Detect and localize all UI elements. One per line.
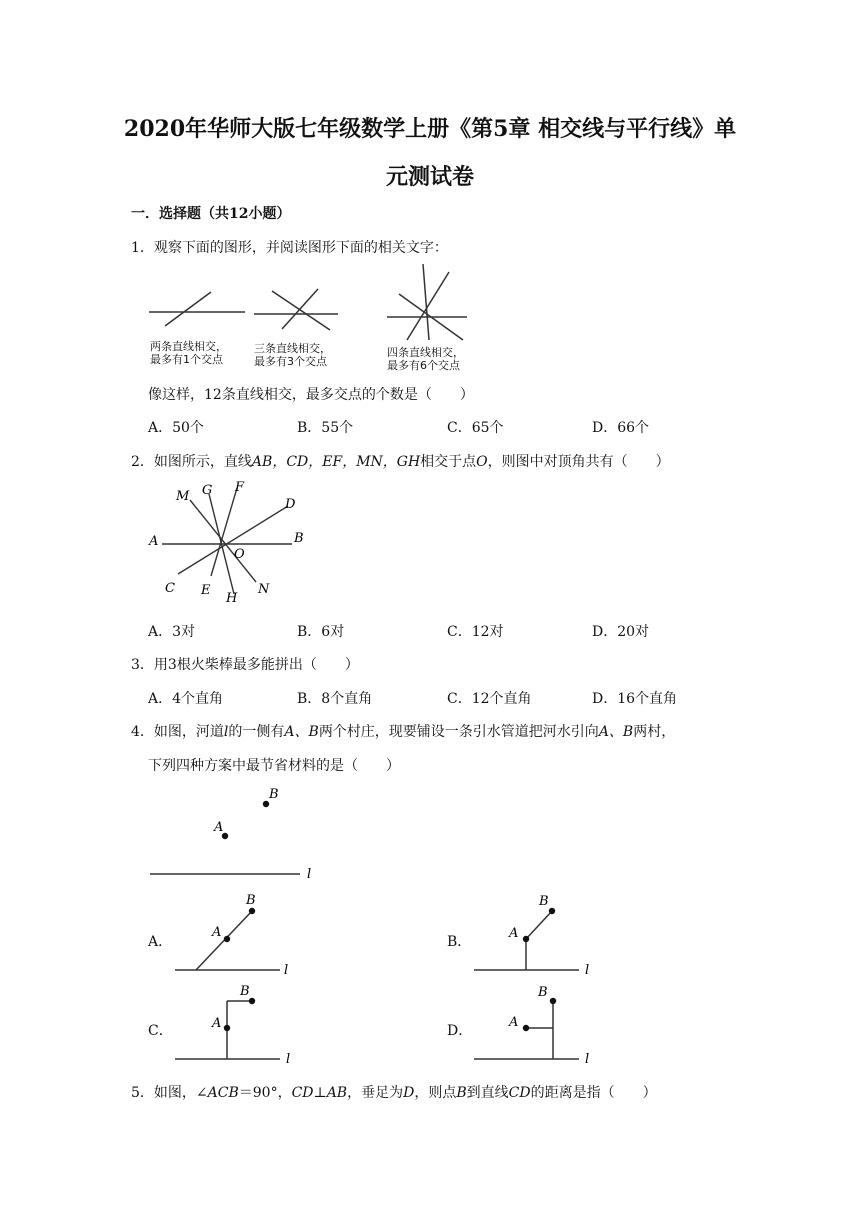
q5-post: 的距离是指（ ） [530,1085,657,1101]
q4-opt-d-label-b: B [538,985,548,1000]
q1-caption-3-line2: 最多有6个交点 [387,359,460,372]
q1-figure-two-lines [147,290,247,330]
q2-label-a: A [149,534,159,549]
q2-label-e: E [201,583,211,598]
q1-caption-1-line1: 两条直线相交， [150,340,227,353]
q4-main-label-l: l [307,867,312,882]
q2-option-c[interactable]: C．12对 [447,624,504,640]
q2-label-m: M [176,489,190,504]
q4-line1-post: 两村， [633,724,676,740]
q1-caption-2-line2: 最多有3个交点 [254,355,327,368]
q5-mid: ，垂足为 [347,1085,404,1101]
q4-opt-d-label-a: A [509,1015,519,1030]
q5-pre: 5．如图， [131,1085,196,1101]
q5-d: D [403,1085,415,1101]
q1-option-b[interactable]: B．55个 [297,420,354,436]
q2-label-f: F [235,480,245,495]
q5-b: B [456,1085,467,1101]
q4-option-b-figure [471,893,601,979]
q4-option-a-figure [172,893,302,979]
q1-caption-2 [254,342,331,368]
q1-caption-3-line1: 四条直线相交， [387,346,464,359]
q4-line1-l: l [223,724,229,740]
q2-label-d: D [285,497,296,512]
q3-option-b[interactable]: B．8个直角 [297,691,373,707]
q5-mid2: ，则点 [414,1085,457,1101]
q2-label-n: N [258,582,270,597]
q2-stem-post: ，则图中对顶角共有（ ） [487,454,670,470]
q4-option-c[interactable]: C． [148,1023,173,1039]
q4-opt-b-label-a: A [509,926,519,941]
q4-line1-ab: A、B [284,724,319,740]
q1-option-c[interactable]: C．65个 [447,420,504,436]
q2-option-b[interactable]: B．6对 [297,624,345,640]
q2-stem-pre: 2．如图所示，直线 [131,454,252,470]
q4-line1-mid2: 两个村庄，现要铺设一条引水管道把河水引向 [318,724,599,740]
section-heading: 一．选择题（共12小题） [131,206,291,222]
q2-option-a[interactable]: A．3对 [148,624,196,640]
q5-eq: ＝90°， [238,1085,292,1101]
q2-stem-mid: 相交于点 [420,454,477,470]
q1-figure-four-lines [385,262,470,342]
q2-stem-vars: AB，CD，EF，MN，GH [251,454,421,470]
q4-option-b[interactable]: B． [447,934,472,950]
q1-option-d[interactable]: D．66个 [592,420,650,436]
q3-option-c[interactable]: C．12个直角 [447,691,532,707]
q3-option-d[interactable]: D．16个直角 [592,691,678,707]
q4-option-d[interactable]: D． [447,1023,473,1039]
q1-figure-three-lines [252,287,342,333]
q2-label-h: H [226,591,238,606]
q1-caption-1-line2: 最多有1个交点 [150,353,223,366]
q4-opt-c-label-b: B [240,984,250,999]
q4-main-label-b: B [269,787,279,802]
q4-option-c-figure [172,983,302,1069]
q4-opt-b-label-l: l [585,963,590,978]
q3-stem: 3．用3根火柴棒最多能拼出（ ） [131,657,359,673]
q2-label-c: C [165,581,175,596]
q4-option-a[interactable]: A． [148,934,173,950]
q5-angle: ∠ACB [195,1085,239,1101]
q4-stem-line2: 下列四种方案中最节省材料的是（ ） [148,758,400,774]
q1-option-a[interactable]: A．50个 [148,420,204,436]
q2-label-o: O [234,547,245,562]
q1-follow: 像这样，12条直线相交，最多交点的个数是（ ） [148,387,474,403]
q1-caption-1 [150,340,227,366]
q4-main-figure [147,784,327,884]
q2-option-d[interactable]: D．20对 [592,624,650,640]
q2-label-b: B [294,531,304,546]
q4-line1-pre: 4．如图，河道 [131,724,224,740]
q4-opt-c-label-l: l [286,1052,291,1067]
q4-main-label-a: A [214,820,224,835]
q4-opt-a-label-l: l [284,963,289,978]
q4-opt-b-label-b: B [539,894,549,909]
q1-caption-3 [387,346,464,372]
page-title-line1: 2020年华师大版七年级数学上册《第5章 相交线与平行线》单 [123,116,737,142]
page-title-line2: 元测试卷 [385,164,474,190]
q5-mid3: 到直线 [466,1085,509,1101]
q4-opt-c-label-a: A [212,1016,222,1031]
q3-option-a[interactable]: A．4个直角 [148,691,224,707]
q5-cd-ab: CD⊥AB [291,1085,348,1101]
q5-cd: CD [508,1085,531,1101]
q1-stem: 1．观察下面的图形，并阅读图形下面的相关文字： [131,240,448,256]
q5-stem [131,1082,657,1102]
q4-line1-ab2: A、B [598,724,634,740]
q4-stem-line1 [131,721,675,741]
q4-opt-a-label-a: A [212,925,222,940]
q2-label-g: G [202,483,213,498]
q4-option-d-figure [471,983,601,1069]
q2-stem [131,451,670,471]
q4-line1-mid: 的一侧有 [228,724,285,740]
q4-opt-d-label-l: l [585,1052,590,1067]
q4-opt-a-label-b: B [246,893,256,908]
q2-stem-o: O [476,454,488,470]
q1-caption-2-line1: 三条直线相交， [254,342,331,355]
q2-figure [140,478,310,606]
